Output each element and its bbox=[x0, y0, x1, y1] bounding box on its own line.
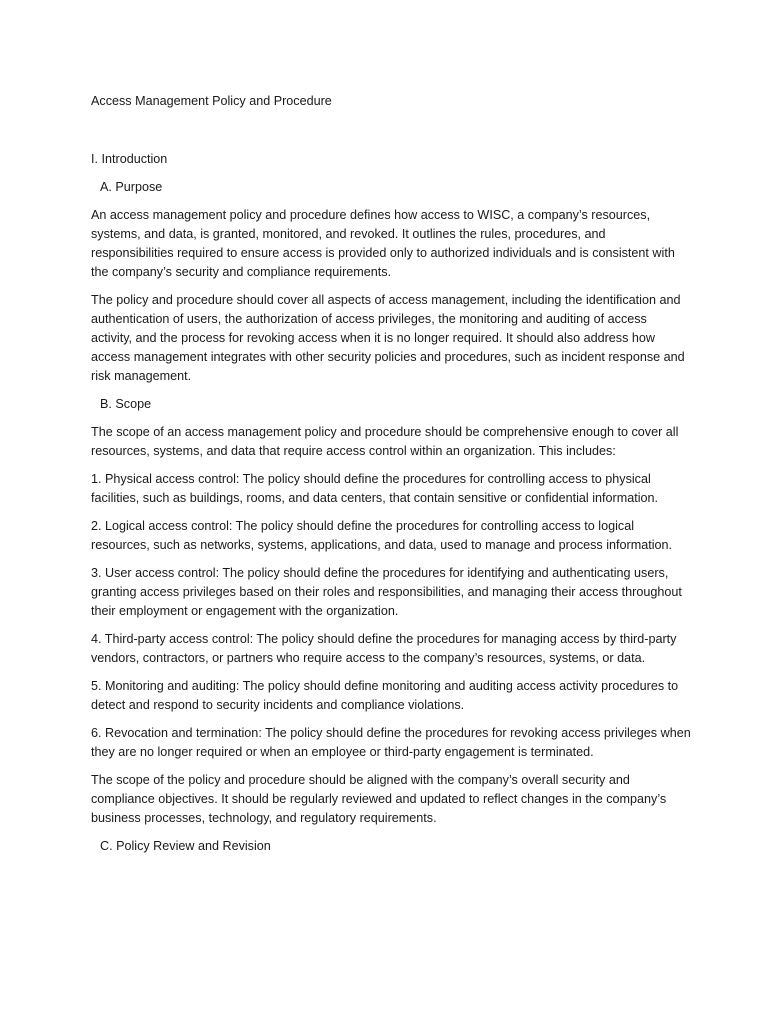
subsection-purpose-heading: A. Purpose bbox=[100, 180, 163, 194]
scope-intro-paragraph: The scope of an access management policy and procedure should be comprehensive enough to cover all resources, systems, and data that require access control within an organization. This includes: bbox=[91, 425, 679, 458]
scope-item-third-party: 4. Third-party access control: The policy should define the procedures for managing access by third-party vendors, contractors, or partners who require access to the company’s resources, systems, or data. bbox=[91, 632, 677, 665]
document-page bbox=[91, 92, 691, 865]
scope-item-physical: 1. Physical access control: The policy should define the procedures for controlling access to physical facilities, such as buildings, rooms, and data centers, that contain sensitive or confidential information. bbox=[91, 472, 659, 505]
scope-closing-paragraph: The scope of the policy and procedure should be aligned with the company’s overall security and compliance objectives. It should be regularly reviewed and updated to reflect changes in the company’s business processes, technology, and regulatory requirements. bbox=[91, 773, 667, 825]
subsection-scope-heading: B. Scope bbox=[100, 397, 152, 411]
scope-item-revocation: 6. Revocation and termination: The policy should define the procedures for revoking access privileges when they are no longer required or when an employee or third-party engagement is terminated. bbox=[91, 726, 691, 759]
scope-item-user: 3. User access control: The policy should define the procedures for identifying and authenticating users, granting access privileges based on their roles and responsibilities, and managing their access throughout their employment or engagement with the organization. bbox=[91, 566, 682, 618]
document-title: Access Management Policy and Procedure bbox=[91, 94, 332, 108]
purpose-paragraph-1: An access management policy and procedure defines how access to WISC, a company’s resources, systems, and data, is granted, monitored, and revoked. It outlines the rules, procedures, and responsibilities required to ensure access is provided only to authorized individuals and is consistent with the company’s security and compliance requirements. bbox=[91, 208, 675, 279]
scope-item-logical: 2. Logical access control: The policy should define the procedures for controlling access to logical resources, such as networks, systems, applications, and data, used to manage and process information. bbox=[91, 519, 673, 552]
purpose-paragraph-2: The policy and procedure should cover all aspects of access management, including the identification and authentication of users, the authorization of access privileges, the monitoring and auditing of access activity, and the process for revoking access when it is no longer required. It should also address how access management integrates with other security policies and procedures, such as incident response and risk management. bbox=[91, 293, 685, 383]
subsection-policy-review-heading: C. Policy Review and Revision bbox=[100, 839, 271, 853]
section-introduction-heading: I. Introduction bbox=[91, 152, 168, 166]
scope-item-monitoring: 5. Monitoring and auditing: The policy should define monitoring and auditing access activity procedures to detect and respond to security incidents and compliance violations. bbox=[91, 679, 679, 712]
